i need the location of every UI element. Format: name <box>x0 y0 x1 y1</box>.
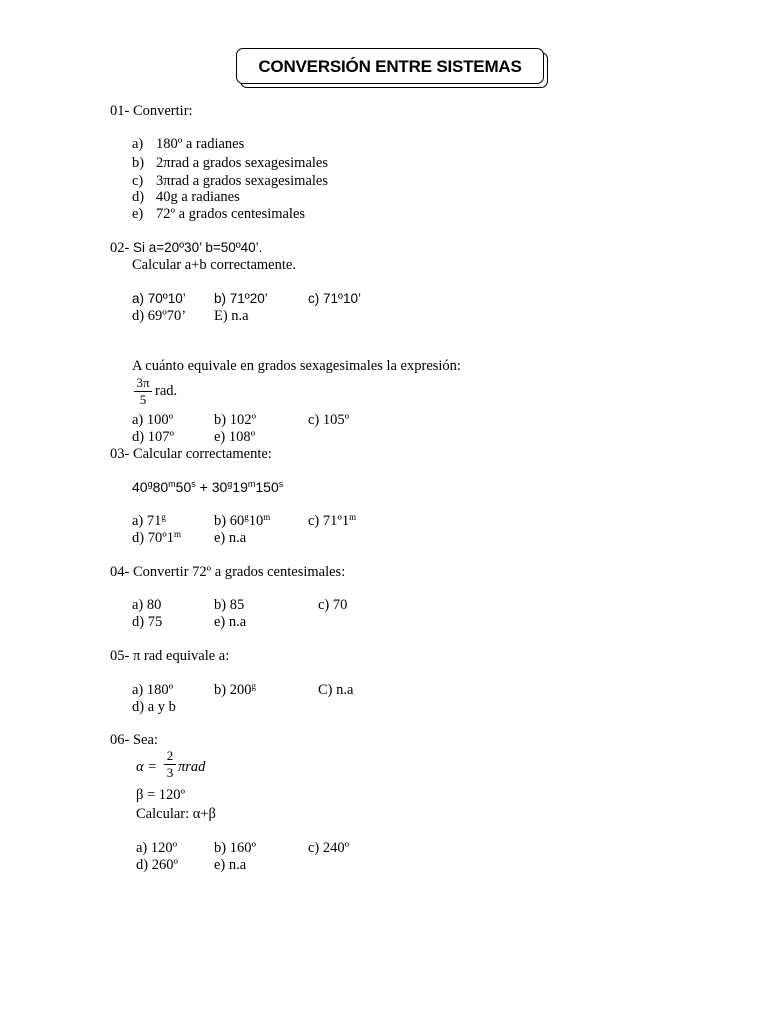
q2b-option-c: c) 105º <box>308 412 350 428</box>
q2b-option-e: e) 108º <box>214 429 256 445</box>
q2b-option-d: d) 107º <box>132 429 174 445</box>
q5-option-b: b) 200$^g$ <box>214 681 256 698</box>
q5-option-a: a) 180º <box>132 682 174 698</box>
q5-heading: 05- π rad equivale a: <box>110 648 230 664</box>
q6-option-c: c) 240º <box>308 840 350 856</box>
q2-option-e: E) n.a <box>214 308 249 324</box>
q6-calc: Calcular: α+β <box>136 806 216 822</box>
q4-option-d: d) 75 <box>132 614 163 630</box>
q2b-frac-den: 5 <box>139 392 147 407</box>
q6-option-d: d) 260º <box>136 857 178 873</box>
q4-option-e: e) n.a <box>214 614 247 630</box>
q2b-fraction <box>134 375 152 408</box>
q4-option-c: c) 70 <box>318 597 348 613</box>
q2-option-c: c) 71º10’ <box>308 291 361 306</box>
q2-option-b: b) 71º20’ <box>214 291 268 306</box>
q1-item-c: 3πrad a grados sexagesimales <box>156 173 328 189</box>
q5-option-c: C) n.a <box>318 682 354 698</box>
q6-alpha-rhs: πrad <box>178 759 206 775</box>
q1-item-a: 180º a radianes <box>156 136 245 152</box>
q6-heading: 06- Sea: <box>110 732 158 748</box>
q4-heading: 04- Convertir 72º a grados centesimales: <box>110 564 346 580</box>
q6-fraction <box>164 748 176 781</box>
q3-option-d: d) 70º1$^m$ <box>132 529 181 546</box>
q3-option-a: a) 71$^g$ <box>132 512 166 529</box>
q6-alpha-lhs: α = <box>136 759 158 775</box>
title-box <box>236 48 544 84</box>
q6-frac-den: 3 <box>166 765 174 780</box>
q3-expression: $40^g80^m50^s + 30^g19^m150^s$ <box>132 479 284 495</box>
q4-option-a: a) 80 <box>132 597 162 613</box>
q2b-frac-num: 3π <box>136 375 150 390</box>
q1-item-b: 2πrad a grados sexagesimales <box>156 155 328 171</box>
q1-item-c-letter: c) <box>132 173 144 189</box>
q5-option-d: d) a y b <box>132 699 176 715</box>
page-title: CONVERSIÓN ENTRE SISTEMAS <box>258 57 522 76</box>
q2-statement: Si a=20º30’ b=50º40’. <box>132 240 263 255</box>
q6-beta: β = 120º <box>136 787 186 803</box>
q1-heading: 01- Convertir: <box>110 103 193 119</box>
q2b-option-a: a) 100º <box>132 412 174 428</box>
q3-option-e: e) n.a <box>214 530 247 546</box>
q3-option-c: c) 71º1$^m$ <box>308 512 357 529</box>
q6-option-e: e) n.a <box>214 857 247 873</box>
q1-item-e: 72º a grados centesimales <box>156 206 306 222</box>
q3-option-b: b) 60$^g$10$^m$ <box>214 512 271 529</box>
q6-option-a: a) 120º <box>136 840 178 856</box>
q2-line2: Calcular a+b correctamente. <box>132 257 296 273</box>
q3-heading: 03- Calcular correctamente: <box>110 446 272 462</box>
q2-prefix: 02- <box>110 240 133 256</box>
q2-option-d: d) 69º70’ <box>132 308 187 324</box>
q1-item-b-letter: b) <box>132 155 145 171</box>
q2-option-a: a) 70º10’ <box>132 291 186 306</box>
q4-option-b: b) 85 <box>214 597 245 613</box>
q2b-statement: A cuánto equivale en grados sexagesimales la expresión: <box>132 358 461 374</box>
q6-option-b: b) 160º <box>214 840 256 856</box>
q1-item-d: 40g a radianes <box>156 189 240 205</box>
q1-item-e-letter: e) <box>132 206 144 222</box>
q1-item-a-letter: a) <box>132 136 144 152</box>
q2b-option-b: b) 102º <box>214 412 256 428</box>
q2b-unit: rad. <box>155 383 178 399</box>
q6-frac-num: 2 <box>166 748 174 763</box>
q1-item-d-letter: d) <box>132 189 145 205</box>
